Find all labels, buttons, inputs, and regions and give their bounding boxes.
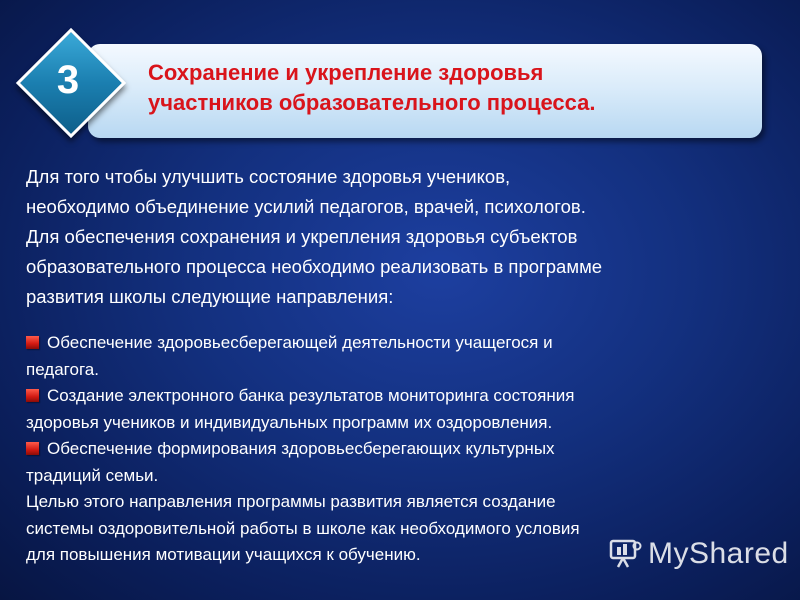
intro-line: Для обеспечения сохранения и укрепления здоровья субъектов <box>26 226 578 247</box>
slide-title <box>148 58 596 118</box>
presentation-board-icon <box>608 539 642 569</box>
slide-title-line: участников образовательного процесса. <box>148 90 596 115</box>
list-item-text: здоровья учеников и индивидуальных программ их оздоровления. <box>26 412 553 432</box>
list-item <box>26 330 796 383</box>
list-item <box>26 383 796 436</box>
section-number: 3 <box>56 58 80 102</box>
red-square-bullet-icon <box>26 442 39 455</box>
title-banner <box>88 44 762 138</box>
list-item-text: традиций семьи. <box>26 465 159 485</box>
list-item <box>26 436 796 489</box>
red-square-bullet-icon <box>26 389 39 402</box>
conclusion-line: Целью этого направления программы развития является создание <box>26 492 556 511</box>
red-square-bullet-icon <box>26 336 39 349</box>
conclusion-line: для повышения мотивации учащихся к обучению. <box>26 545 421 564</box>
list-item-text: Обеспечение здоровьесберегающей деятельности учащегося и <box>47 333 553 352</box>
intro-line: Для того чтобы улучшить состояние здоровья учеников, <box>26 166 511 187</box>
intro-line: необходимо объединение усилий педагогов, врачей, психологов. <box>26 196 586 217</box>
intro-line: развития школы следующие направления: <box>26 286 394 307</box>
list-item-text: педагога. <box>26 359 99 379</box>
intro-line: образовательного процесса необходимо реализовать в программе <box>26 256 603 277</box>
watermark[interactable] <box>608 536 789 572</box>
section-number-badge <box>18 30 118 130</box>
conclusion-line: системы оздоровительной работы в школе как необходимого условия <box>26 518 580 538</box>
watermark-text: MyShared <box>648 537 789 570</box>
list-item-text: Создание электронного банка результатов мониторинга состояния <box>47 386 575 405</box>
directions-list <box>26 330 796 489</box>
slide-title-line: Сохранение и укрепление здоровья <box>148 60 544 85</box>
intro-paragraph <box>26 162 796 312</box>
list-item-text: Обеспечение формирования здоровьесберегающих культурных <box>47 439 555 458</box>
